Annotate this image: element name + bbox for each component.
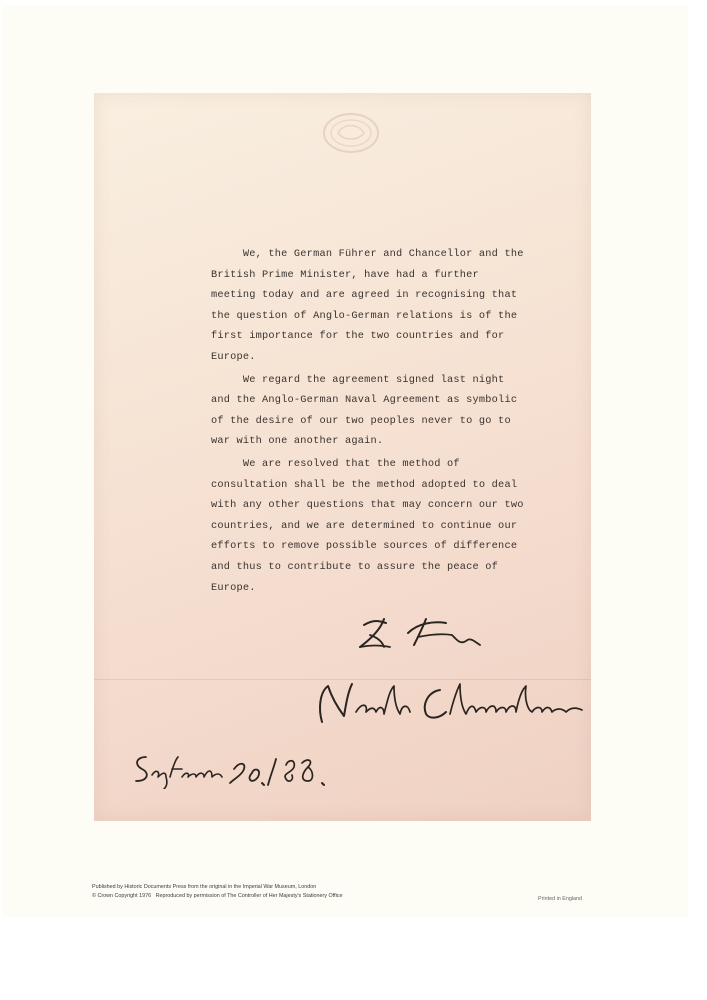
publisher-footer [92, 883, 343, 901]
text-line: of the desire of our two peoples never to go to [211, 414, 511, 427]
embossed-seal-icon [320, 111, 382, 160]
paragraph-2 [211, 370, 531, 452]
text-line: Europe. [211, 350, 256, 363]
text-line: British Prime Minister, have had a further [211, 268, 479, 281]
hitler-signature [356, 611, 486, 662]
copyright-line: © Crown Copyright 1976 Reproduced by permission of The Controller of Her Majesty's Stationery Office [92, 893, 343, 899]
text-line: and the Anglo-German Naval Agreement as symbolic [211, 394, 518, 407]
document-scan [94, 93, 591, 821]
text-line: meeting today and are agreed in recognising that [211, 289, 518, 302]
text-line: consultation shall be the method adopted to deal [211, 478, 518, 491]
text-line: Europe. [211, 581, 256, 594]
handwritten-date [130, 747, 330, 794]
text-line: countries, and we are determined to continue our [211, 519, 518, 532]
text-line: We, the German Führer and Chancellor and the [211, 248, 524, 260]
publisher-line: Published by Historic Documents Press from the original in the Imperial War Museum, London [92, 884, 317, 890]
text-line: We regard the agreement signed last night [211, 373, 505, 386]
text-line: We are resolved that the method of [211, 457, 460, 470]
printed-in-label: Printed in England [538, 896, 583, 902]
text-line: efforts to remove possible sources of difference [211, 540, 518, 553]
letter-body [211, 244, 531, 600]
text-line: first importance for the two countries and for [211, 330, 505, 343]
text-line: war with one another again. [211, 435, 384, 448]
text-line: with any other questions that may concern our two [211, 499, 524, 512]
chamberlain-signature [310, 678, 591, 735]
paragraph-3 [211, 454, 531, 598]
text-line: the question of Anglo-German relations is of the [211, 309, 518, 322]
paragraph-1 [211, 244, 531, 368]
text-line: and thus to contribute to assure the peace of [211, 560, 499, 573]
